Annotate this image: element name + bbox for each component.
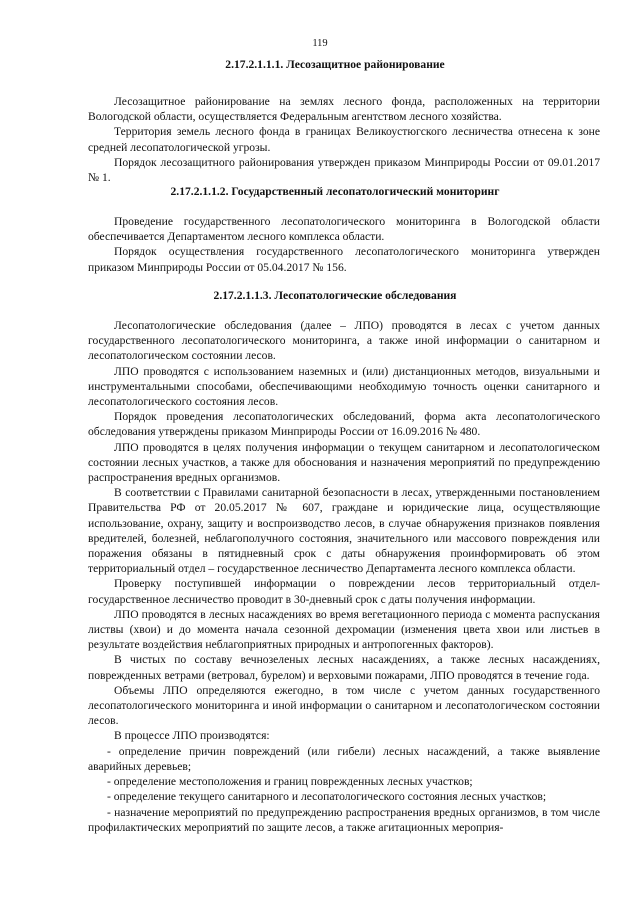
paragraph: Проведение государственного лесопатологического мониторинга в Вологодской области обеспечивается Департаментом лесного комплекса области. [88, 215, 600, 244]
paragraph: Порядок лесозащитного районирования утвержден приказом Минприроды России от 09.01.2017 № 1. [88, 155, 600, 185]
list-item: - определение причин повреждений (или гибели) лесных насаждений, а также выявление аварийных деревьев; [88, 744, 600, 773]
paragraph: ЛПО проводятся с использованием наземных и (или) дистанционных методов, визуальными и инструментальными способами, обеспечивающими необходимую точность оценки санитарного и лесопатологического состояния лесов. [88, 364, 600, 409]
paragraph: Порядок проведения лесопатологических обследований, форма акта лесопатологического обследования утверждены приказом Минприроды России от 16.09.2016 № 480. [88, 410, 600, 439]
list-item: - определение текущего санитарного и лесопатологического состояния лесных участков; [107, 790, 547, 804]
section-heading-zoning: 2.17.2.1.1.1. Лесозащитное районирование [225, 58, 445, 71]
section-heading-surveys: 2.17.2.1.1.3. Лесопатологические обследования [213, 289, 457, 302]
section-body-surveys [88, 318, 600, 835]
paragraph: Территория земель лесного фонда в границах Великоустюгского лесничества отнесена к зоне средней лесопатологической угрозы. [88, 125, 600, 154]
list-item: - назначение мероприятий по предупреждению распространения вредных организмов, в том числе профилактических мероприятий по защите лесов, а также агитационных мероприя- [88, 805, 600, 834]
paragraph: Порядок осуществления государственного лесопатологического мониторинга утвержден приказом Минприроды России от 05.04.2017 № 156. [88, 245, 600, 274]
paragraph: Проверку поступившей информации о повреждении лесов территориальный отдел-государственное лесничество проводит в 30-дневный срок с даты получения информации. [88, 577, 600, 606]
section-body-monitoring [88, 214, 600, 275]
paragraph: ЛПО проводятся в целях получения информации о текущем санитарном и лесопатологическом состоянии лесных участков, а также для обоснования и назначения мероприятий по предупреждению распространения вредных организмов. [88, 440, 600, 485]
paragraph: Объемы ЛПО определяются ежегодно, в том числе с учетом данных государственного лесопатологического мониторинга и иной информации о санитарном и лесопатологическом состоянии лесов. [88, 683, 600, 728]
section-heading-monitoring: 2.17.2.1.1.2. Государственный лесопатологический мониторинг [170, 185, 500, 198]
paragraph: Лесопатологические обследования (далее – ЛПО) проводятся в лесах с учетом данных государственного лесопатологического мониторинга, а также иной информации о санитарном и лесопатологическом состоянии лесов. [88, 319, 600, 363]
list-item: - определение местоположения и границ поврежденных лесных участков; [107, 775, 473, 789]
page-number: 119 [312, 38, 328, 49]
paragraph: В чистых по составу вечнозеленых лесных насаждениях, а также лесных насаждениях, поврежденных ветрами (ветровал, бурелом) и верховыми пожарами, ЛПО проводятся в течение года. [88, 653, 600, 682]
paragraph: Лесозащитное районирование на землях лесного фонда, расположенных на территории Вологодской области, осуществляется Федеральным агентством лесного хозяйства. [88, 95, 600, 124]
paragraph: В процессе ЛПО производятся: [114, 729, 270, 743]
paragraph: ЛПО проводятся в лесных насаждениях во время вегетационного периода с момента распускания листвы (хвои) и до момента начала сезонной дехромации (изменения цвета хвои или листьев в результате воздействия неблагоприятных природных и антропогенных факторов). [88, 607, 600, 652]
section-body-zoning [88, 94, 600, 185]
paragraph: В соответствии с Правилами санитарной безопасности в лесах, утвержденными постановлением Правительства РФ от 20.05.2017 № 607, граждане и юридические лица, осуществляющие использование, охрану, защиту и воспроизводство лесов, в случае обнаружения признаков появления вредителей, болезней, неблагополучного состояния, значительного или массового повреждения или поражения обязаны в пятидневный срок с даты обнаружения проинформировать об этом территориальный отдел – государственное лесничество Департамента лесного комплекса области. [88, 486, 600, 576]
